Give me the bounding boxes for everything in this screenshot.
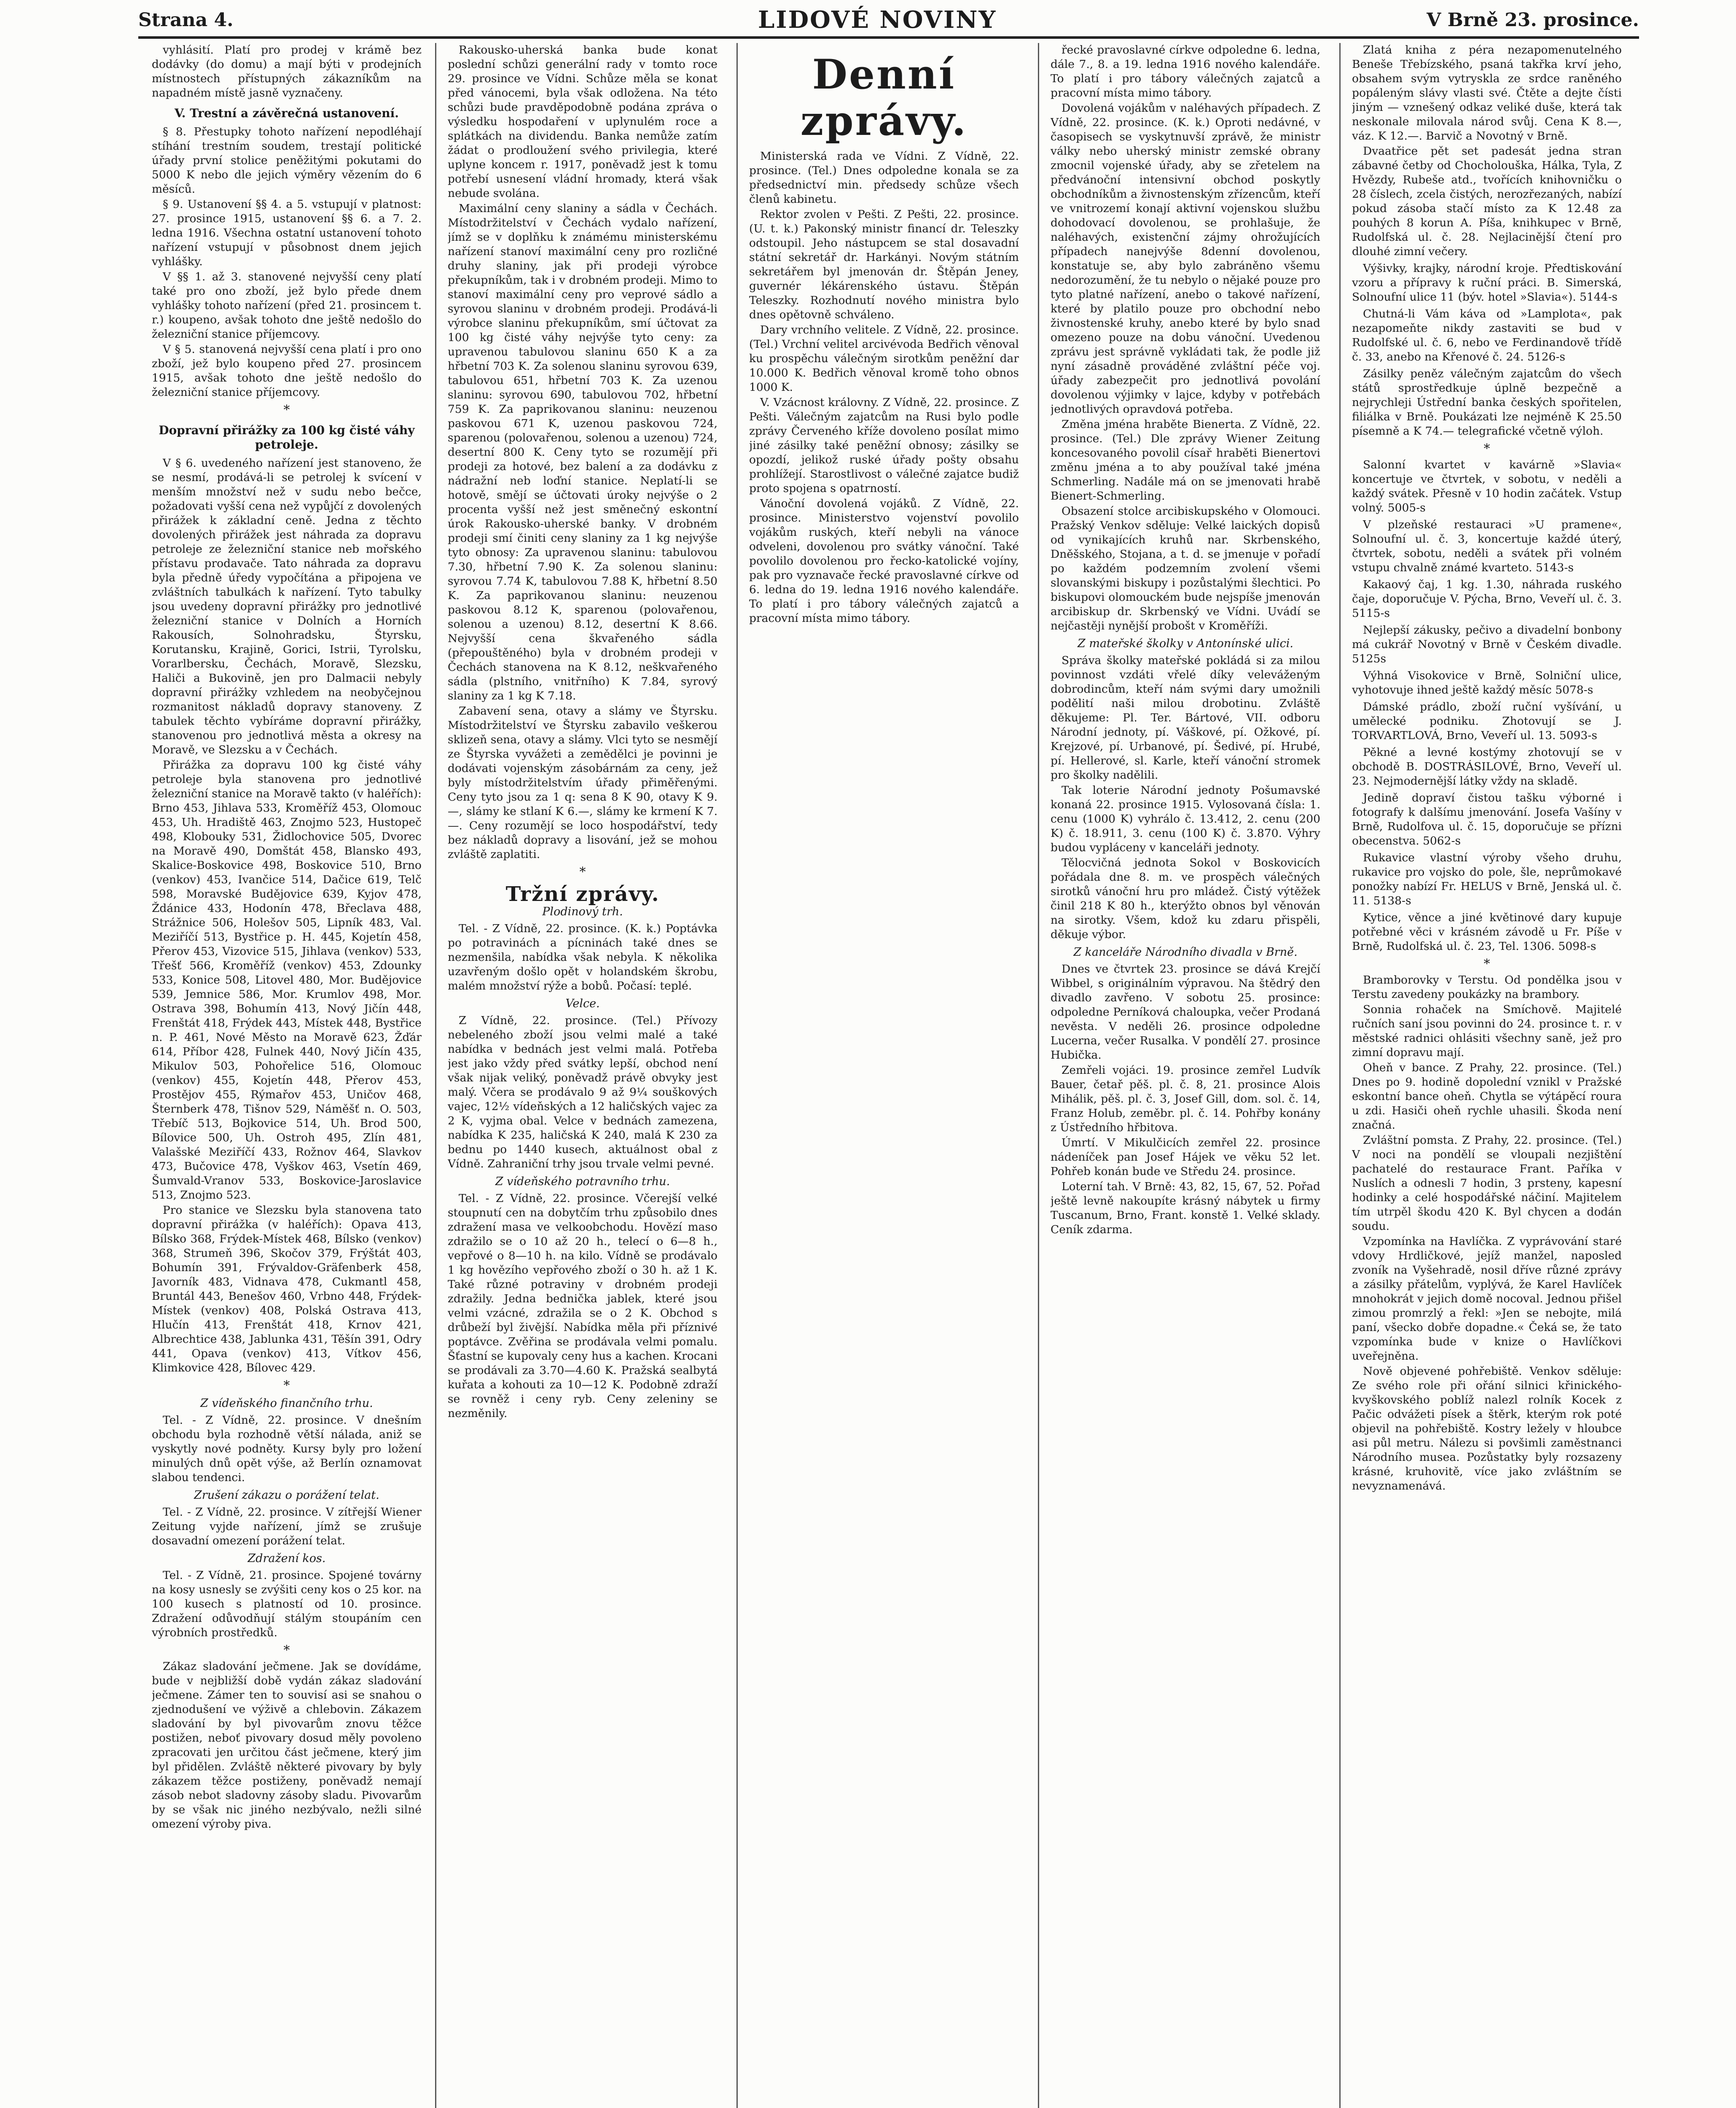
classified-ad: Dvaatřice pět set padesát jedna stran zábavné četby od Chocholouška, Hálka, Tyla, Z Hvězdy, Rubeše atd., tvořících knihovničku o 28 číslech, zcela čistých, nerozřezaných, nabízí pokud zásoba stačí místo za K 12.48 za pouhých 8 korun A. Píša, knihkupec v Brně, Rudolfská ul. č. 28. Nejlacinější čtení pro dlouhé zimní večery. xyxy=(1352,145,1622,258)
article-subheading: Z mateřské školky v Antonínské ulici. xyxy=(1078,637,1293,650)
article-paragraph: Úmrtí. V Mikulčicích zemřel 22. prosince nádeníček pan Josef Hájek ve věku 52 let. Pohřeb konán bude ve Středu 24. prosince. xyxy=(1051,1136,1320,1178)
classified-ad: Chutná-li Vám káva od »Lamplota«, pak nezapomeňte nikdy zastaviti se bud v Rudolfské ul. č. 6, nebo ve Ferdinandově třídě č. 33, anebo na Křenové č. 24. 5126-s xyxy=(1352,307,1622,363)
article-paragraph: Správa školky mateřské pokládá si za milou povinnost vzdáti vřelé díky veleváženým dobrodincům, kteří nám svými dary umožnili podělití naši milou drobotinu. Zvláště děkujeme: Pl. Ter. Bártové, VII. odboru Národní jednoty, pí. Váškové, pí. Ožkové, pí. Krejzové, pí. Urbanové, pí. Šedivé, pí. Hrubé, pí. Hellerové, sl. Karle, kteří vánoční stromek pro školky nadělili. xyxy=(1051,654,1320,782)
article-paragraph: § 8. Přestupky tohoto nařízení nepodléhají stíhání trestním soudem, trestají politické úřady první stolice peněžitými pokutami do 5000 K nebo dle jejich výměry vězením do 6 měsíců. xyxy=(152,125,422,196)
article-paragraph: vyhlásití. Platí pro prodej v krámě bez dodávky (do domu) a mají býti v prodejních místnostech přístupných zákazníkům na napadném místě jasně vyznačeny. xyxy=(152,43,422,99)
article-paragraph: Zabavení sena, otavy a slámy ve Štyrsku. Místodržitelství ve Štyrsku zabavilo veškerou sklizeň sena, otavy a slámy. Vlci tyto se nesmějí ze Štyrska vyvážeti a zemědělci je povinni je dodávati vojenským zásobárnám za ceny, jež byly místodržitelstvím úřady přiměřenými. Ceny tyto jsou za 1 q: sena 8 K 90, otavy K 9.—, slámy ke stlaní K 6.—, slámy ke krmení K 7.—. Ceny rozumějí se loco hospodářství, tedy bez nákladů dopravy a lisování, jež se mohou zvláště zaplatiti. xyxy=(448,704,718,861)
article-paragraph: Tel. - Z Vídně, 22. prosince. Včerejší velké stoupnutí cen na dobytčím trhu způsobilo dnes zdražení masa ve velkoobchodu. Hovězí maso zdražilo se o 10 až 20 h., telecí o 6—8 h., vepřové o 8—10 h. na kilo. Vídně se prodávalo 1 kg hovězího vepřového zboží o 30 h. až 1 K. Také různé potraviny v drobném prodeji zdražily. Jedna bednička jablek, které jsou velmi vzácné, zdražila se o 2 K. Obchod s drůbeží byl živější. Nabídka měla při příznivé poptávce. Zvěřina se prodávala velmi pomalu. Šťastní se kupovaly ceny hus a kachen. Krocani se prodávali za 3.70—4.60 K. Pražská sealbytá kuřata a kohouti za 10—12 K. Podobně zdraží se rovněž i ceny ryb. Ceny zeleniny se nezměnily. xyxy=(448,1192,718,1420)
text-column-3 xyxy=(749,43,1019,2108)
classified-ad: Nejlepší zákusky, pečivo a divadelní bonbony má cukrář Novotný v Brně v Českém divadle. 5125s xyxy=(1352,624,1622,665)
article-paragraph: Dary vrchního velitele. Z Vídně, 22. prosince. (Tel.) Vrchní velitel arcivévoda Bedřich věnoval ku prospěchu válečným sirotkům peněžní dar 10.000 K. Bedřich věnoval kromě toho obnos 1000 K. xyxy=(749,323,1019,394)
classified-ad: Salonní kvartet v kavárně »Slavia« koncertuje ve čtvrtek, v sobotu, v neděli a každý svátek. Přesně v 10 hodin začátek. Vstup volný. 5005-s xyxy=(1352,458,1622,514)
article-paragraph: Změna jména hraběte Bienerta. Z Vídně, 22. prosince. (Tel.) Dle zprávy Wiener Zeitung koncesovaného povolil císař hraběti Bienertovi změnu jména a to aby používal také jména Schmerling. Nadále má on se jmenovati hrabě Bienert-Schmerling. xyxy=(1051,418,1320,503)
article-paragraph: Tel. - Z Vídně, 22. prosince. V dnešním obchodu byla rozhodně větší nálada, aniž se vyskytly nové podněty. Kursy byly pro ložení minulých dnů opět výše, až Berlín oznamovat slabou tendenci. xyxy=(152,1414,422,1484)
section-heading: Tržní zprávy. xyxy=(505,882,660,906)
separator-asterisk: * xyxy=(283,403,290,417)
classified-ad: Rukavice vlastní výroby všeho druhu, rukavice pro vojsko do pole, šle, neprůmokavé ponožky nabízí Fr. HELUS v Brně, Jenská ul. č. 11. 5138-s xyxy=(1352,851,1622,907)
classified-ad: Dámské prádlo, zboží ruční vyšívání, u umělecké podniku. Zhotovují se J. TORVARTLOVÁ, Brno, Veveří ul. 13. 5093-s xyxy=(1352,700,1622,742)
article-paragraph: V §§ 1. až 3. stanovené nejvyšší ceny platí také pro ono zboží, jež bylo přede dnem vyhlášky tohoto nařízení (před 21. prosincem t. r.) koupeno, avšak tohoto dne ještě nedošlo do železniční stanice příjemcovy. xyxy=(152,270,422,341)
issue-date: V Brně 23. prosince. xyxy=(1427,9,1639,31)
classified-ad: V plzeňské restauraci »U pramene«, Solnoufní ul. č. 3, koncertuje každé úterý, čtvrtek, sobotu, neděli a svátek při volném vstupu chvalně známé kvarteto. 5143-s xyxy=(1352,518,1622,574)
classified-ad: Pěkné a levné kostýmy zhotovují se v obchodě B. DOSTRÁSILOVÉ, Brno, Veveří ul. 23. Nejmodernější látky vždy na skladě. xyxy=(1352,746,1622,788)
article-paragraph: Zvláštní pomsta. Z Prahy, 22. prosince. (Tel.) V noci na pondělí se vloupali nezjištění pachatelé do restaurace Frant. Paříka v Nuslích a odnesli 7 hodin, 3 prsteny, kapesní hodinky a celé hospodářské náčiní. Majitelem tím utrpěl škodu 420 K. Byl chycen a dodán soudu. xyxy=(1352,1134,1622,1233)
article-subheading: Velce. xyxy=(565,997,600,1010)
article-paragraph: Tak loterie Národní jednoty Pošumavské konaná 22. prosince 1915. Vylosovaná čísla: 1. cenu (1000 K) vyhrálo č. 13.412, 2. cenu (200 K) č. 18.911, 3. cenu (100 K) č. 3.870. Výhry budou vypláceny v kanceláři jednoty. xyxy=(1051,784,1320,854)
article-paragraph: Vánoční dovolená vojáků. Z Vídně, 22. prosince. Ministerstvo vojenství povolilo vojákům ruských, kteří nebyli na vánoce odveleni, dovolenou pro svátky vánoční. Také povolilo dovolenou pro řecko-katolické vojíny, pak pro vyznavače řecké pravoslavné církve od 6. ledna do 19. ledna 1916 nového kalendáře. To platí i pro tábory válečných zajatců a pracovní místa mimo tábory. xyxy=(749,497,1019,625)
masthead xyxy=(138,6,1639,35)
article-paragraph: Rektor zvolen v Pešti. Z Pešti, 22. prosince. (U. t. k.) Pakonský ministr financí dr. Teleszky odstoupil. Jeho nástupcem se stal dosavadní státní sekretář dr. Harkányi. Novým státním sekretářem byl jmenován dr. Štěpán Jeney, guvernér lékárenského ústavu. Štěpán Teleszky. Rozhodnutí nového ministra bylo dnes opětovně schváleno. xyxy=(749,208,1019,321)
separator-asterisk: * xyxy=(579,865,586,879)
classified-ad: Kytice, věnce a jiné květinové dary kupuje potřebné věci v krásném závodě u Fr. Píše v Brně, Rudolfská ul. č. 23, Tel. 1306. 5098-s xyxy=(1352,911,1622,953)
article-paragraph: Vzpomínka na Havlíčka. Z vyprávování staré vdovy Hrdličkové, jejíž manžel, naposled zvoník na Vyšehradě, nosil dříve různé zprávy a zásilky přátelům, vyplývá, že Karel Havlíček mnohokrát v jejich domě nocoval. Jednou přišel zimou promrzlý a řekl: »Jen se nebojte, milá paní, všecko dobře dopadne.« Čeká se, že tato vzpomínka bude v knize o Havlíčkovi uveřejněna. xyxy=(1352,1235,1622,1363)
article-subheading: Zdražení kos. xyxy=(247,1552,326,1565)
article-subheading: Zrušení zákazu o porážení telat. xyxy=(194,1489,379,1502)
separator-asterisk: * xyxy=(1483,441,1490,456)
classified-ad: Výhná Visokovice v Brně, Solniční ulice, vyhotovuje ihned ještě každý měsíc 5078-s xyxy=(1352,669,1622,696)
article-paragraph: Tělocvičná jednota Sokol v Boskovicích pořádala dne 8. m. ve prospěch válečných sirotků vánoční hru pro mládež. Čistý výtěžek činil 218 K 80 h., kterýžto obnos byl věnován na sirotky. Všem, kdož ku zdaru přispěli, děkuje výbor. xyxy=(1051,856,1320,941)
section-title-denni-zpravy: Denní zprávy. xyxy=(800,51,968,145)
article-heading: Dopravní přirážky za 100 kg čisté váhy petroleje. xyxy=(159,423,415,452)
article-paragraph: Dovolená vojákům v naléhavých případech. Z Vídně, 22. prosince. (K. k.) Oproti nedávné, v časopisech se vyskytnuvší zprávě, že ministr války nebo uherský ministr zemské obrany zmocnil vojenské úřady, aby se zřetelem na předvánoční intensivní obchod poskytly obchodníkům a živnostenským zřízencům, kteří ve vnitrozemí konají aktivní vojenskou službu dohodovací dovolenou, se prohlašuje, že naléhavých, existenční zájmy ohrožujících případech nanejvýše 8denní dovolenou, konstatuje se, aby bylo zabráněno všemu nedorozumění, že tu nebylo o nějaké pouze pro tyto platné nařízení, anebo o takové nařízení, které by platilo pouze pro obchodní nebo živnostenské kruhy, anebo které by bylo snad omezeno pouze na dobu vánoční. Uvedenou zprávu jest správně vykládati tak, že podle již nyní zásadně prováděné zvláštní péče voj. úřady zabezpečit pro jednotlivá povolání dovolenou výjimky v lajce, kdyby v potřebách jednotlivých opravdová potřeba. xyxy=(1051,102,1320,416)
article-paragraph: § 9. Ustanovení §§ 4. a 5. vstupují v platnost: 27. prosince 1915, ustanovení §§ 6. a 7. 2. ledna 1916. Všechna ostatní ustanovení tohoto nařízení vstupují v působnost dnem jejich vyhlášky. xyxy=(152,198,422,268)
article-paragraph: Bramborovky v Terstu. Od pondělka jsou v Terstu zavedeny poukázky na brambory. xyxy=(1352,973,1622,1001)
column-divider xyxy=(1339,43,1341,2108)
article-paragraph: V § 6. uvedeného nařízení jest stanoveno, že se nesmí, prodává-li se petrolej k svícení v menším množství než v sudu nebo bečce, požadovati vyšší cena než vypůjčí z dovolených přirážek k základní ceně. Jedna z těchto dovolených přirážek jest náhrada za dopravu petroleje ze železniční stanice neb mořského přístavu prodavače. Tato náhrada za dopravu byla předně úředy vypočítána a připojena ve zvláštních tabulkách k nařízení. Tyto tabulky jsou uvedeny dopravní přirážky pro jednotlivé železniční stanice v Dolních a Horních Rakousích, Solnohradsku, Štyrsku, Korutansku, Krajině, Gorici, Istrii, Tyrolsku, Vorarlbersku, Čechách, Moravě, Slezsku, Haliči a Bukovině, jen pro Dalmacii nebyly dopravní přirážky vzhledem na neobyčejnou rozmanitost nákladů dopravy stanoveny. Z tabulek těchto vybíráme dopravní přirážky, stanovenou pro jednotlivá města a okresy na Moravě, ve Slezsku a v Čechách. xyxy=(152,457,422,756)
article-paragraph: Zemřeli vojáci. 19. prosince zemřel Ludvík Bauer, četař pěš. pl. č. 8, 21. prosince Alois Mihálik, pěš. pl. č. 3, Josef Gill, dom. sol. č. 14, Franz Holub, zeměbr. pl. č. 14. Pohřby konány z Ústředního hřbitova. xyxy=(1051,1064,1320,1134)
text-column-5 xyxy=(1352,43,1622,2108)
article-subheading: Z vídeňského potravního trhu. xyxy=(495,1175,670,1188)
article-paragraph: Přirážka za dopravu 100 kg čisté váhy petroleje byla stanovena pro jednotlivé železniční stanice na Moravě takto (v haléřích): Brno 453, Jihlava 533, Kroměříž 453, Olomouc 453, Uh. Hradiště 463, Znojmo 523, Hustopeč 498, Klobouky 531, Židlochovice 505, Dvorec na Moravě 490, Domštát 458, Blansko 493, Skalice-Boskovice 498, Boskovice 510, Brno (venkov) 453, Ivančice 514, Dačice 619, Telč 598, Moravské Budějovice 639, Kyjov 478, Ždánice 433, Hodonín 478, Břeclava 488, Strážnice 506, Holešov 505, Lipník 483, Val. Meziříčí 513, Bystřice p. H. 445, Kojetín 458, Přerov 453, Vizovice 515, Jihlava (venkov) 533, Třešť 566, Kroměříž (venkov) 453, Zdounky 533, Konice 508, Litovel 480, Mor. Budějovice 539, Jemnice 586, Mor. Krumlov 498, Mor. Ostrava 398, Bohumín 413, Nový Jičín 448, Frenštát 418, Frýdek 443, Místek 448, Bystřice n. P. 461, Nové Město na Moravě 623, Žďár 614, Příbor 428, Fulnek 440, Nový Jičín 435, Mikulov 503, Pohořelice 516, Olomouc (venkov) 455, Kojetín 448, Přerov 453, Prostějov 455, Rýmařov 453, Uničov 468, Šternberk 478, Tišnov 529, Náměšť n. O. 503, Třebíč 513, Bojkovice 514, Uh. Brod 500, Bílovice 500, Uh. Ostroh 495, Zlín 481, Valašské Meziříčí 433, Rožnov 464, Slavkov 473, Bučovice 478, Vyškov 463, Vsetín 469, Šumvald-Vranov 533, Boskovice-Jaroslavice 513, Znojmo 523. xyxy=(152,758,422,1202)
article-paragraph: Rakousko-uherská banka bude konat poslední schůzi generální rady v tomto roce 29. prosince ve Vídni. Schůze měla se konat před vánocemi, byla však odložena. Na této schůzi bude pravděpodobně podána zpráva o výsledku hospodaření v uplynulém roce a splátkách na dividendu. Banka nemůže zatím žádat o prodloužení svého privilegia, které uplyne koncem r. 1917, poněvadž jest k tomu potřebí usnesení vládní hromady, která však nebude svolána. xyxy=(448,43,718,200)
article-paragraph: Loterní tah. V Brně: 43, 82, 15, 67, 52. Pořad ještě levně nakoupíte krásný nábytek u firmy Tuscanum, Brno, Frant. konstě 1. Velké sklady. Ceník zdarma. xyxy=(1051,1180,1320,1236)
separator-asterisk: * xyxy=(1483,957,1490,971)
text-column-4 xyxy=(1051,43,1320,2108)
newspaper-title: LIDOVÉ NOVINY xyxy=(758,6,997,34)
page-number: Strana 4. xyxy=(138,9,234,31)
column-divider xyxy=(435,43,436,2108)
article-paragraph: Oheň v bance. Z Prahy, 22. prosince. (Tel.) Dnes po 9. hodině dopolední vznikl v Pražské eskontní bance oheň. Chytla se výtápěcí roura u zdi. Hasiči oheň rychle uhasili. Škoda není značná. xyxy=(1352,1061,1622,1132)
article-paragraph: Pro stanice ve Slezsku byla stanovena tato dopravní přirážka (v haléřích): Opava 413, Bílsko 368, Frýdek-Místek 468, Bílsko (venkov) 368, Strumeň 396, Skočov 379, Frýštát 403, Bohumín 391, Frývaldov-Gräfenberk 458, Javorník 483, Vidnava 478, Cukmantl 458, Bruntál 443, Benešov 460, Vrbno 448, Frýdek-Místek (venkov) 408, Polská Ostrava 413, Hlučín 413, Frenštát 418, Krnov 421, Albrechtice 438, Jablunka 431, Těšín 391, Odry 441, Opava (venkov) 413, Vítkov 456, Klimkovice 428, Bílovec 429. xyxy=(152,1204,422,1374)
column-divider xyxy=(736,43,738,2108)
separator-asterisk: * xyxy=(283,1643,290,1658)
text-column-2 xyxy=(448,43,718,2108)
article-paragraph: Dnes ve čtvrtek 23. prosince se dává Krejčí Wibbel, s originálním výpravou. Na štědrý den divadlo zavřeno. V sobotu 25. prosince: odpoledne Perníková chaloupka, večer Prodaná nevěsta. V neděli 26. prosince odpoledne Lucerna, večer Rusalka. V pondělí 27. prosince Hubička. xyxy=(1051,963,1320,1062)
article-paragraph: Nově objevené pohřebiště. Venkov sděluje: Ze svého role při ořání silnici křinického-kvyškovského poblíž nalezl rolník Kocek z Pačic odvážeti písek a štěrk, kterým rok poté objevil na pohřebiště. Kostry ležely v hloubce asi půl metru. Nálezu si povšimli zaměstnanci Národního musea. Pozůstatky byly rozsazeny krásné, kruhovitě, více jako zvláštním se nevyznamenává. xyxy=(1352,1365,1622,1492)
article-heading: V. Trestní a závěrečná ustanovení. xyxy=(174,106,399,120)
article-paragraph: Sonnia rohaček na Smíchově. Majitelé ručních saní jsou povinni do 24. prosince t. r. v městské radnici ohlásiti všechny saně, jež pro zimní dopravu mají. xyxy=(1352,1003,1622,1059)
text-column-1 xyxy=(152,43,422,2108)
article-paragraph: Tel. - Z Vídně, 22. prosince. V zítřejší Wiener Zeitung vyjde nařízení, jímž se zrušuje dosavadní omezení porážení telat. xyxy=(152,1506,422,1547)
article-paragraph: řecké pravoslavné církve odpoledne 6. ledna, dále 7., 8. a 19. ledna 1916 nového kalendáře. To platí i pro tábory válečných zajatců a pracovní místa mimo tábory. xyxy=(1051,43,1320,99)
article-subheading: Plodinový trh. xyxy=(542,905,623,918)
article-paragraph: Ministerská rada ve Vídni. Z Vídně, 22. prosince. (Tel.) Dnes odpoledne konala se za předsednictví min. předsedy schůze všech členů kabinetu. xyxy=(749,150,1019,206)
article-paragraph: V § 5. stanovená nejvyšší cena platí i pro ono zboží, jež bylo koupeno před 27. prosincem 1915, avšak tohoto dne ještě nedošlo do železniční stanice příjemcovy. xyxy=(152,343,422,399)
article-subheading: Z vídeňského finančního trhu. xyxy=(200,1397,373,1410)
classified-ad: Kakaový čaj, 1 kg. 1.30, náhrada ruského čaje, doporučuje V. Pýcha, Brno, Veveří ul. č. 3. 5115-s xyxy=(1352,578,1622,620)
article-paragraph: Tel. - Z Vídně, 22. prosince. (K. k.) Poptávka po potravinách a pícninách také dnes se nezmenšila, nabídka však nebyla. K několika uzavřeným došlo opět v holandském škrobu, malém množství rýže a bobů. Počasí: teplé. xyxy=(448,922,718,992)
classified-ad: Zásilky peněz válečným zajatcům do všech států sprostředkuje úplně bezpečně a nejrychleji Ústřední banka českých spořitelen, filiálka v Brně. Poukázati lze nejméně K 25.50 písemně a K 74.— telegrafické včetně výloh. xyxy=(1352,367,1622,438)
column-divider xyxy=(1038,43,1039,2108)
masthead-rule xyxy=(138,36,1639,39)
article-paragraph: V. Vzácnost královny. Z Vídně, 22. prosince. Z Pešti. Válečným zajatcům na Rusi bylo podle zprávy Červeného kříže dovoleno posílat mimo jiné zásilky také peněžní obnosy; zásilky se opozdí, jelikož ruské úřady pošty obsahu prohlížejí. Starostlivost o válečné zajatce budiž proto spojena s opatrností. xyxy=(749,396,1019,495)
classified-ad: Jedině dopraví čistou tašku výborné i fotografy k dalšímu jmenování. Josefa Vašíny v Brně, Rudolfova ul. č. 15, doporučuje se přízni obecenstva. 5062-s xyxy=(1352,791,1622,847)
article-paragraph: Tel. - Z Vídně, 21. prosince. Spojené továrny na kosy usnesly se zvýšiti ceny kos o 25 kor. na 100 kusech s platností od 10. prosince. Zdražení odůvodňují stálým stoupáním cen výrobních prostředků. xyxy=(152,1569,422,1639)
separator-asterisk: * xyxy=(283,1378,290,1393)
article-paragraph: Z Vídně, 22. prosince. (Tel.) Přívozy nebeleného zboží jsou velmi malé a také nabídka v bednách jest velmi malá. Potřeba jest jako vždy před svátky lepší, obchod není však nijak veliký, poněvadž právě obvyky jest malý. Včera se prodávalo 9 až 9¼ souškových vajec, 12½ vídeňských a 12 haličských vajec za 2 K, vyjma obal. Velce v bednách zamezena, nabídka K 235, haličská K 240, malá K 230 za bednu po 1440 kusech, aktuálnost obal z Vídně. Zahraniční trhy jsou trvale velmi pevné. xyxy=(448,1014,718,1170)
article-paragraph: Maximální ceny slaniny a sádla v Čechách. Místodržitelství v Čechách vydalo nařízení, jímž se v doplňku k známému ministerskému nařízení stanoví maximální ceny pro rozličné druhy slaniny, jak při prodeji výrobce překupníkům, tak i v drobném prodeji. Mimo to stanoví maximální ceny pro veprové sádlo a syrovou slaninu v drobném prodeji. Prodává-li výrobce slaninu překupníkům, smí účtovat za 100 kg čisté váhy nejvýše tyto ceny: za upravenou tabulovou slaninu 650 K a za hřbetní 703 K. Za solenou slaninu syrovou 639, tabulovou 651, hřbetní 703 K. Za uzenou slaninu: syrovou 690, tabulovou 702, hřbetní 759 K. Za paprikovanou slaninu: neuzenou paskovou 671 K, uzenou paskovou 724, sparenou (polovařenou, solenou a uzenou) 724, desertní 800 K. Ceny tyto se rozumějí při prodeji za hotové, bez balení a za dodávku z nádražní neb loďní stanice. Neplatí-li se hotově, smějí se účtovati úroky nejvýše o 2 procenta vyšší než jest směnečný eskontní úrok Rakousko-uherské banky. V drobném prodeji smí činiti ceny slaniny za 1 kg nejvýše tyto obnosy: Za upravenou slaninu: tabulovou 7.30, hřbetní 7.90 K. Za solenou slaninu: syrovou 7.74 K, tabulovou 7.88 K, hřbetní 8.50 K. Za paprikovanou slaninu: neuzenou paskovou 8.12 K, sparenou (polovařenou, solenou a uzenou) 8.12, desertní K 8.66. Nejvyšší cena škvařeného sádla (přepouštěného) byla v drobném prodeji v Čechách stanovena na K 8.12, neškvařeného sádla (plstního, vnitřního) K 7.84, syrový slaniny za 1 kg K 7.18. xyxy=(448,202,718,702)
article-paragraph: Zlatá kniha z péra nezapomenutelného Beneše Třebízského, psaná takřka krví jeho, obsahem svým vytryskla ze srdce raněného popáleným slávy vlasti své. Čtěte a dejte čísti jiným — vznešený odkaz veliké duše, která tak neskonale milovala národ svůj. Cena K 8.—, váz. K 12.—. Barvič a Novotný v Brně. xyxy=(1352,43,1622,143)
article-paragraph: Zákaz sladování ječmene. Jak se dovídáme, bude v nejbližší době vydán zákaz sladování ječmene. Zámer ten to souvisí asi se snahou o zjednodušení ve výživě a chlebovin. Zákazem sladování by byl pivovarům znovu těžce postižen, neboť pivovary dosud měly povoleno zpracovati jen určitou část ječmene, který jim byl přidělen. Zvláště některé pivovary by byly zákazem těžce postiženy, poněvadž nemají zásob nebot sladovny zásoby sladu. Pivovarům by se však nic jiného nezbývalo, nežli silné omezení výroby piva. xyxy=(152,1660,422,1831)
article-paragraph: Obsazení stolce arcibiskupského v Olomouci. Pražský Venkov sděluje: Velké laických dopisů od vynikajících kruhů nar. Skrbenského, Dněšského, Stojana, a t. d. se jmenuje v pořadí po každém podzemním zvolení všemi slovanskými biskupy i pozůstalými šlechtici. Po biskupovi olomouckém bude nejspíše jmenován arcibiskup dr. Skrbenský ve Vídni. Uvádí se nejčastěji nynější probošt v Kroměříži. xyxy=(1051,505,1320,632)
article-subheading: Z kanceláře Národního divadla v Brně. xyxy=(1073,946,1298,959)
classified-ad: Výšivky, krajky, národní kroje. Předtiskování vzoru a přípravy k ruční práci. B. Simerská, Solnoufní ulice 11 (býv. hotel »Slavia«). 5144-s xyxy=(1352,262,1622,304)
